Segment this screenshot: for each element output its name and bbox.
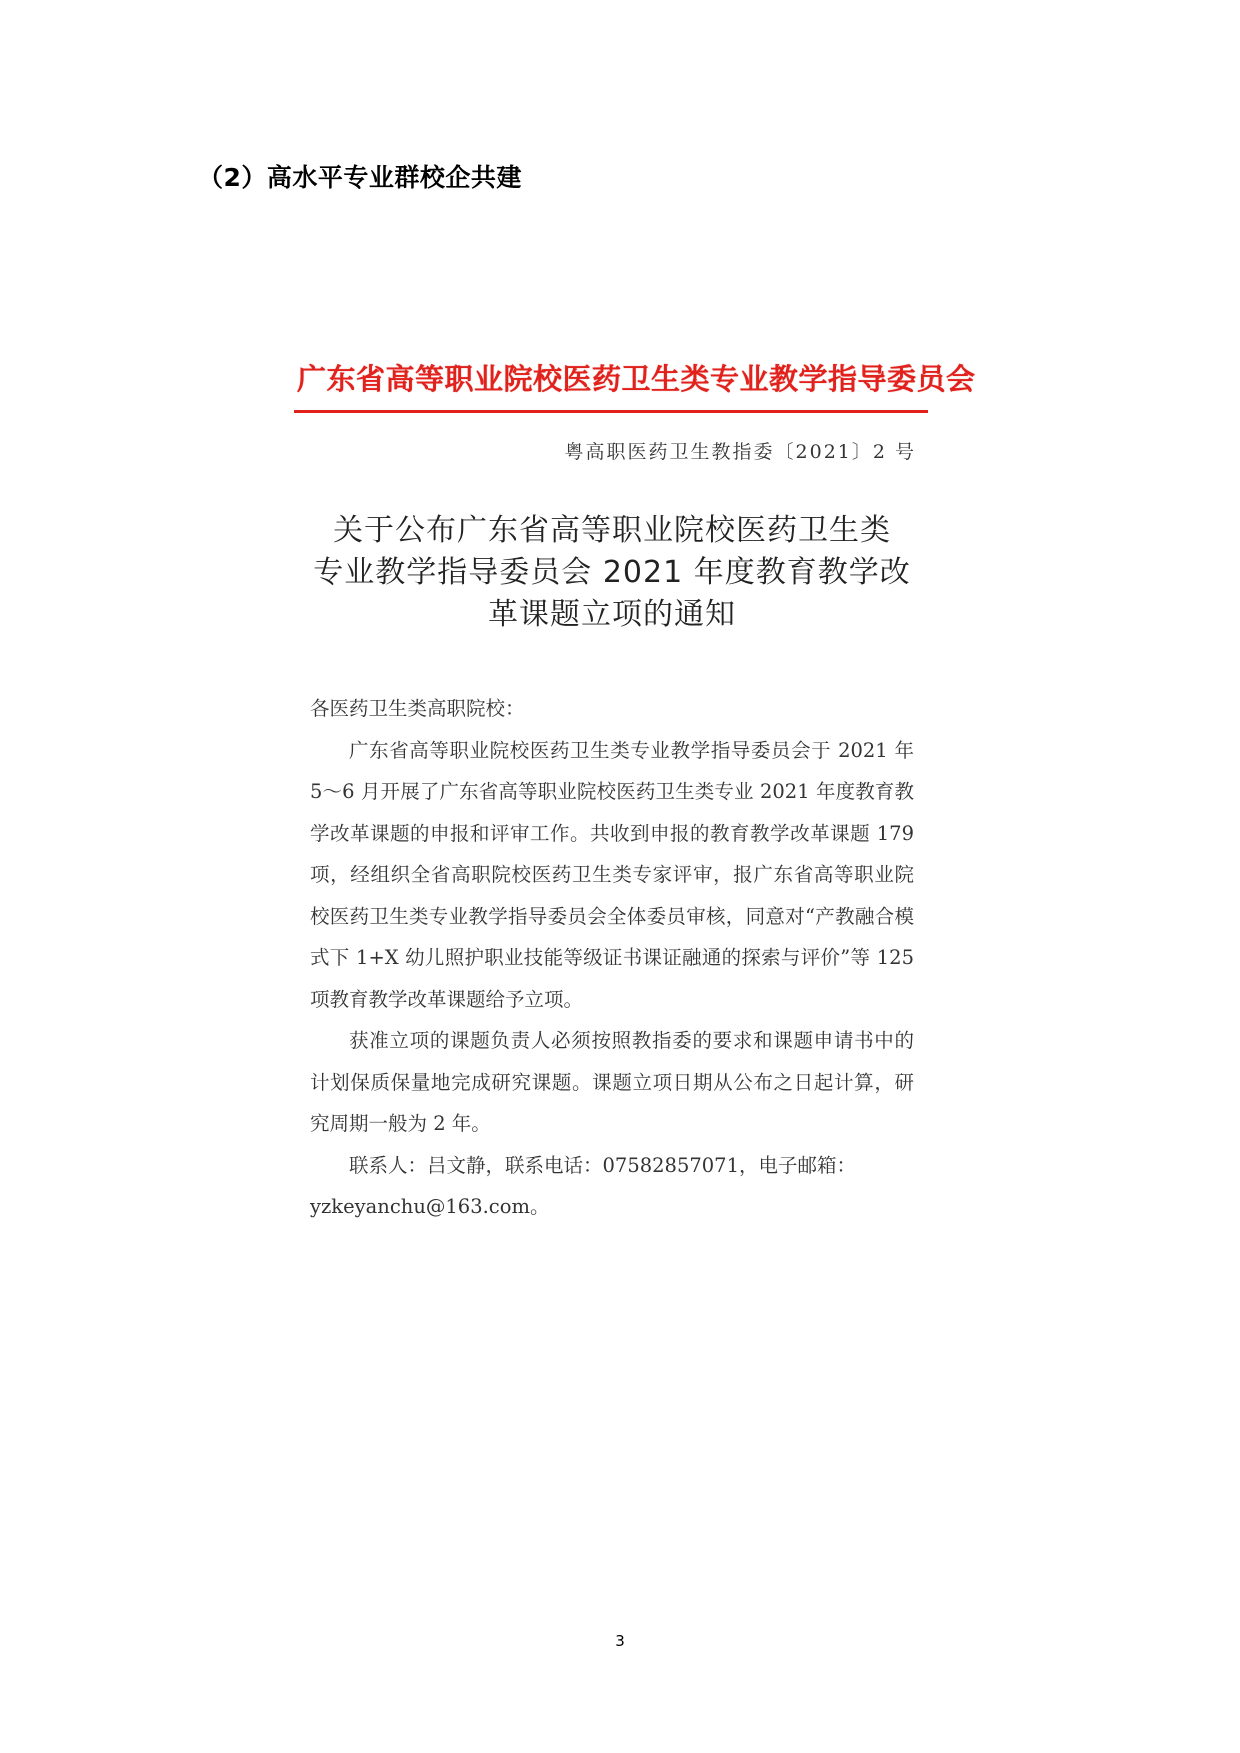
document-title-line: 关于公布广东省高等职业院校医药卫生类	[333, 513, 891, 548]
document-number: 粤高职医药卫生教指委〔2021〕2 号	[564, 441, 916, 463]
document-title-line: 专业教学指导委员会 2021 年度教育教学改	[313, 555, 911, 590]
section-heading: （2）高水平专业群校企共建	[198, 163, 522, 192]
letterhead-title: 广东省高等职业院校医药卫生类专业教学指导委员会	[297, 362, 976, 396]
page-number: 3	[615, 1632, 625, 1650]
embedded-document-image	[292, 345, 976, 1265]
document-title	[292, 510, 932, 636]
contact-paragraph: 联系人：吕文静，联系电话：07582857071，电子邮箱：	[349, 1153, 856, 1177]
salutation: 各医药卫生类高职院校：	[310, 697, 525, 720]
document-body	[310, 688, 914, 1228]
body-paragraph: 获准立项的课题负责人必须按照教指委的要求和课题申请书中的计划保质保量地完成研究课题。课题立项日期从公布之日起计算，研究周期一般为 2 年。	[310, 1029, 914, 1135]
letterhead-divider	[294, 410, 928, 413]
body-paragraph: 广东省高等职业院校医药卫生类专业教学指导委员会于 2021 年 5～6 月开展了广东省高等职业院校医药卫生类专业 2021 年度教育教学改革课题的申报和评审工作。共收到申报的教育教学改革课题 179 项，经组织全省高职院校医药卫生类专家评审，报广东省高等职业院校医药卫生类专业教学指导委员会全体委员审核，同意对“产教融合模式下 1+X 幼儿照护职业技能等级证书课证融通的探索与评价”等 125 项教育教学改革课题给予立项。	[310, 738, 914, 1011]
document-title-line: 革课题立项的通知	[488, 597, 736, 632]
contact-email: yzkeyanchu@163.com。	[310, 1195, 550, 1218]
